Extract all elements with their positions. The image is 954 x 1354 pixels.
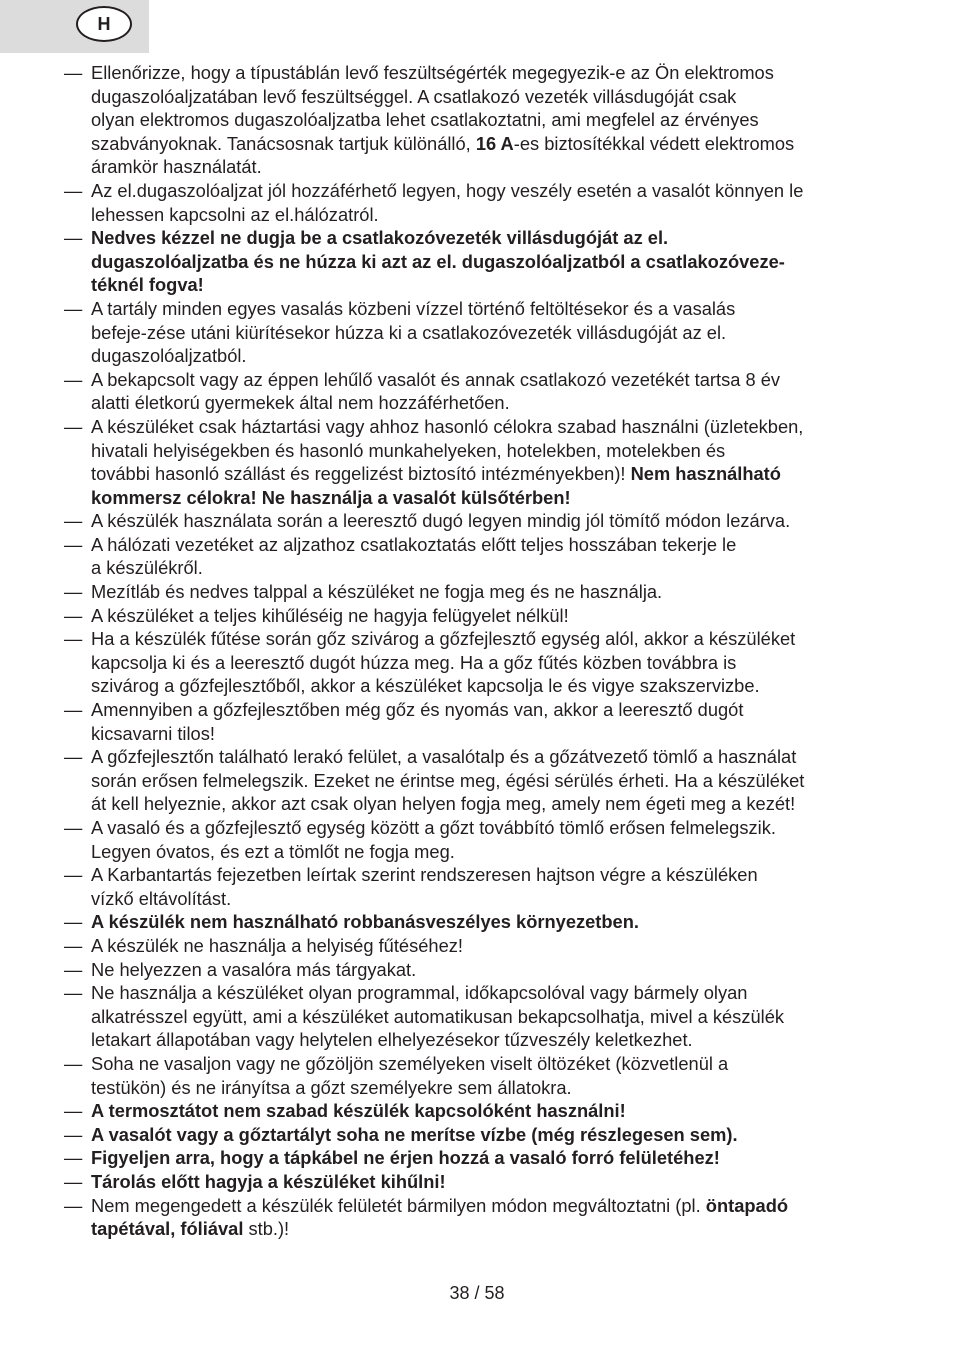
body-text: Soha ne vasaljon vagy ne gőzöljön személyeken viselt öltözéket (közvetlenül a testükön) és ne irányítsa a gőzt személyekre sem állatokra. bbox=[91, 1052, 729, 1098]
list-dash: — bbox=[64, 297, 83, 319]
list-dash: — bbox=[64, 1194, 83, 1216]
list-dash: — bbox=[64, 934, 83, 956]
list-dash: — bbox=[64, 864, 83, 886]
list-dash: — bbox=[64, 628, 83, 650]
body-text: A Karbantartás fejezetben leírtak szerint rendszeresen hajtson végre a készüléken vízkő eltávolítást. bbox=[91, 864, 758, 909]
bold-text: Nem használható kommersz célokra! Ne használja a vasalót külsőtérben! bbox=[91, 463, 781, 508]
language-code: H bbox=[97, 13, 111, 34]
body-text: A készülék ne használja a helyiség fűtéséhez! bbox=[91, 934, 463, 956]
bold-text: Nedves kézzel ne dugja be a csatlakozóvezeték villásdugóját az el. dugaszolóaljzatba és ne húzza ki azt az el. dugaszolóaljzatból a csatlakozóveze- téknél fogva! bbox=[91, 227, 785, 296]
list-item bbox=[64, 1099, 896, 1123]
list-dash: — bbox=[64, 746, 83, 768]
list-item bbox=[64, 816, 896, 863]
list-dash: — bbox=[64, 510, 83, 532]
list-item bbox=[64, 981, 896, 1052]
bold-text: öntapadó tapétával, fóliával bbox=[91, 1194, 789, 1240]
list-dash: — bbox=[64, 1123, 83, 1145]
list-dash: — bbox=[64, 958, 83, 980]
body-text: A gőzfejlesztőn található lerakó felület, a vasalótalp és a gőzátvezető tömlő a használat során erősen felmelegszik. Ezeket ne érintse meg, égési sérülés érheti. Ha a készüléket át kell helyeznie, akkor azt csak olyan helyen fogja meg, amely nem égeti meg a kezét! bbox=[91, 746, 805, 815]
list-item bbox=[64, 226, 896, 297]
list-item bbox=[64, 1170, 896, 1194]
language-tab bbox=[0, 0, 149, 53]
list-dash: — bbox=[64, 415, 83, 437]
body-text: A bekapcsolt vagy az éppen lehűlő vasalót és annak csatlakozó vezetékét tartsa 8 év alatti életkorú gyermekek által nem hozzáférhetően. bbox=[91, 368, 781, 414]
body-text: Ne használja a készüléket olyan programmal, időkapcsolóval vagy bármely olyan alkatrésszel együtt, ami a készüléket automatikusan bekapcsolhatja, mivel a készülék letakart állapotában vagy helytelen elhelyezésekor tűzveszély keletkezhet. bbox=[91, 982, 785, 1051]
list-dash: — bbox=[64, 982, 83, 1004]
list-item bbox=[64, 509, 896, 533]
list-item bbox=[64, 1052, 896, 1099]
list-item bbox=[64, 179, 896, 226]
body-text: Az el.dugaszolóaljzat jól hozzáférhető legyen, hogy veszély esetén a vasalót könnyen le lehessen kapcsolni az el.hálózatról. bbox=[91, 179, 804, 225]
list-item bbox=[64, 934, 896, 958]
body-text: Ne helyezzen a vasalóra más tárgyakat. bbox=[91, 958, 417, 980]
list-dash: — bbox=[64, 699, 83, 721]
list-item bbox=[64, 533, 896, 580]
list-item bbox=[64, 863, 896, 910]
list-dash: — bbox=[64, 62, 83, 83]
bold-text: 16 A bbox=[475, 132, 514, 154]
list-dash: — bbox=[64, 368, 83, 390]
list-dash: — bbox=[64, 817, 83, 838]
list-item bbox=[64, 580, 896, 604]
list-item bbox=[64, 1123, 896, 1147]
list-dash: — bbox=[64, 604, 83, 626]
list-dash: — bbox=[64, 227, 83, 249]
bold-text: A vasalót vagy a gőztartályt soha ne merítse vízbe (még részlegesen sem). bbox=[91, 1123, 738, 1145]
body-text: A hálózati vezetéket az aljzathoz csatlakoztatás előtt teljes hosszában tekerje le a készülékről. bbox=[91, 533, 737, 579]
body-text: A vasaló és a gőzfejlesztő egység között a gőzt továbbító tömlő erősen felmelegszik. Legyen óvatos, és ezt a tömlőt ne fogja meg. bbox=[91, 817, 776, 862]
bold-text: A készülék nem használható robbanásveszélyes környezetben. bbox=[91, 911, 639, 933]
body-text: A készülék használata során a leeresztő dugó legyen mindig jól tömítő módon lezárva. bbox=[91, 510, 791, 532]
list-dash: — bbox=[64, 1052, 83, 1074]
body-text: Mezítláb és nedves talppal a készüléket ne fogja meg és ne használja. bbox=[91, 581, 663, 603]
bold-text: Figyeljen arra, hogy a tápkábel ne érjen hozzá a vasaló forró felületéhez! bbox=[91, 1147, 720, 1169]
list-item bbox=[64, 297, 896, 368]
list-item bbox=[64, 368, 896, 415]
list-item bbox=[64, 745, 896, 816]
body-text: A tartály minden egyes vasalás közbeni vízzel történő feltöltésekor és a vasalás befeje-zése utáni kiürítésekor húzza ki a csatlakozóvezeték villásdugóját az el. dugaszolóaljzatból. bbox=[91, 297, 736, 367]
body-text: A készüléket csak háztartási vagy ahhoz hasonló célokra szabad használni (üzletekben, hivatali helyiségekben és hasonló munkahelyeken, hotelekben, motelekben és további hasonló szállást és reggelizést biztosító intézményekben)! bbox=[91, 415, 804, 485]
safety-instructions-list bbox=[64, 61, 896, 1241]
list-dash: — bbox=[64, 1100, 83, 1122]
list-item bbox=[64, 604, 896, 628]
body-text: Amennyiben a gőzfejlesztőben még gőz és nyomás van, akkor a leeresztő dugót kicsavarni tilos! bbox=[91, 699, 744, 744]
list-item bbox=[64, 1146, 896, 1170]
body-text: Nem megengedett a készülék felületét bármilyen módon megváltoztatni (pl. bbox=[91, 1194, 706, 1216]
list-dash: — bbox=[64, 581, 83, 603]
language-badge bbox=[76, 6, 132, 42]
list-item bbox=[64, 627, 896, 698]
list-item bbox=[64, 61, 896, 179]
list-dash: — bbox=[64, 1147, 83, 1169]
list-dash: — bbox=[64, 533, 83, 555]
list-item bbox=[64, 958, 896, 982]
body-text: -es biztosítékkal védett elektromos áramkör használatát. bbox=[91, 132, 795, 178]
body-text: Ellenőrizze, hogy a típustáblán levő feszültségérték megegyezik-e az Ön elektromos dugaszolóaljzatában levő feszültséggel. A csatlakozó vezeték villásdugóját csak olyan elektromos dugaszolóaljzatba lehet csatlakoztatni, ami megfelel az érvényes szabványoknak. Tanácsosnak tartjuk különálló, bbox=[91, 62, 774, 154]
body-text: stb.)! bbox=[243, 1218, 290, 1240]
list-dash: — bbox=[64, 179, 83, 201]
list-dash: — bbox=[64, 1170, 83, 1192]
list-item bbox=[64, 415, 896, 509]
list-dash: — bbox=[64, 911, 83, 933]
body-text: Ha a készülék fűtése során gőz szivárog a gőzfejlesztő egység alól, akkor a készüléket kapcsolja ki és a leeresztő dugót húzza meg. Ha a gőz fűtés közben továbbra is szivárog a gőzfejlesztőből, akkor a készüléket kapcsolja le és vigye szakszervizbe. bbox=[91, 628, 796, 697]
list-item bbox=[64, 910, 896, 934]
body-text: A készüléket a teljes kihűléséig ne hagyja felügyelet nélkül! bbox=[91, 604, 569, 626]
page-number: 38 / 58 bbox=[449, 1283, 505, 1303]
bold-text: A termosztátot nem szabad készülék kapcsolóként használni! bbox=[91, 1100, 626, 1122]
list-item bbox=[64, 1194, 896, 1241]
bold-text: Tárolás előtt hagyja a készüléket kihűlni! bbox=[91, 1170, 446, 1192]
list-item bbox=[64, 698, 896, 745]
